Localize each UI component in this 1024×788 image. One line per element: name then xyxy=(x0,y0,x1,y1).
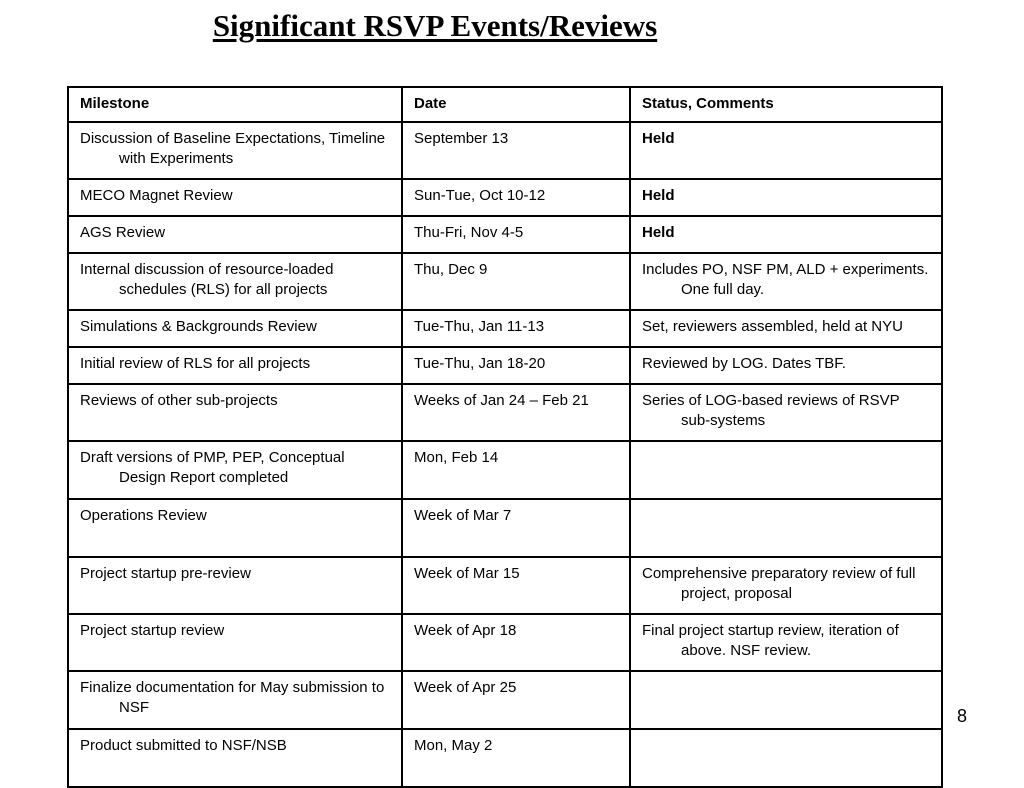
table-row xyxy=(68,557,942,614)
table-row xyxy=(68,253,942,310)
date-cell: Mon, May 2 xyxy=(402,729,630,787)
status-cell xyxy=(630,179,942,216)
date-cell: Week of Mar 15 xyxy=(402,557,630,614)
milestone-cell xyxy=(68,347,402,384)
date-cell: Weeks of Jan 24 – Feb 21 xyxy=(402,384,630,441)
milestone-text: AGS Review xyxy=(80,224,166,241)
milestone-text: Operations Review xyxy=(80,507,207,524)
status-cell xyxy=(630,499,942,557)
date-cell: Tue-Thu, Jan 11-13 xyxy=(402,310,630,347)
status-text: Final project startup review, iteration of above. NSF review. xyxy=(642,622,899,659)
milestone-cell xyxy=(68,253,402,310)
table-row xyxy=(68,499,942,557)
header-milestone: Milestone xyxy=(68,87,402,122)
milestone-cell xyxy=(68,441,402,499)
table-row xyxy=(68,729,942,787)
milestone-text: Draft versions of PMP, PEP, Conceptual Design Report completed xyxy=(80,449,345,486)
milestone-text: Discussion of Baseline Expectations, Timeline with Experiments xyxy=(80,130,386,167)
milestone-text: Finalize documentation for May submission to NSF xyxy=(80,679,385,716)
status-cell xyxy=(630,122,942,179)
status-cell xyxy=(630,614,942,671)
milestone-text: Initial review of RLS for all projects xyxy=(80,355,311,372)
status-text: Held xyxy=(642,187,675,204)
status-cell xyxy=(630,347,942,384)
status-text: Series of LOG-based reviews of RSVP sub-systems xyxy=(642,392,900,429)
page-number: 8 xyxy=(956,706,967,726)
table-row xyxy=(68,614,942,671)
table-row xyxy=(68,384,942,441)
date-cell: Mon, Feb 14 xyxy=(402,441,630,499)
table-header-row xyxy=(68,87,942,122)
milestone-cell xyxy=(68,310,402,347)
milestone-text: Simulations & Backgrounds Review xyxy=(80,318,317,335)
milestone-cell xyxy=(68,122,402,179)
milestone-text: Product submitted to NSF/NSB xyxy=(80,737,287,754)
table-row xyxy=(68,671,942,729)
table-row xyxy=(68,310,942,347)
milestone-cell xyxy=(68,499,402,557)
status-cell xyxy=(630,310,942,347)
milestone-text: Reviews of other sub-projects xyxy=(80,392,278,409)
date-cell: Sun-Tue, Oct 10-12 xyxy=(402,179,630,216)
status-text: Set, reviewers assembled, held at NYU xyxy=(642,318,903,335)
milestone-text: Project startup pre-review xyxy=(80,565,251,582)
slide-title: Significant RSVP Events/Reviews xyxy=(212,8,658,43)
header-date: Date xyxy=(402,87,630,122)
date-cell: Week of Mar 7 xyxy=(402,499,630,557)
milestone-cell xyxy=(68,384,402,441)
date-cell: Thu-Fri, Nov 4-5 xyxy=(402,216,630,253)
status-cell xyxy=(630,441,942,499)
milestone-cell xyxy=(68,729,402,787)
status-cell xyxy=(630,216,942,253)
status-cell xyxy=(630,671,942,729)
milestone-cell xyxy=(68,216,402,253)
date-cell: Thu, Dec 9 xyxy=(402,253,630,310)
table-row xyxy=(68,441,942,499)
status-cell xyxy=(630,729,942,787)
milestone-text: Project startup review xyxy=(80,622,225,639)
milestone-cell xyxy=(68,557,402,614)
date-cell: Week of Apr 25 xyxy=(402,671,630,729)
header-status: Status, Comments xyxy=(630,87,942,122)
status-text: Held xyxy=(642,130,675,147)
milestone-cell xyxy=(68,614,402,671)
table-row xyxy=(68,347,942,384)
milestone-text: MECO Magnet Review xyxy=(80,187,233,204)
milestone-table xyxy=(67,86,943,788)
table-row xyxy=(68,122,942,179)
status-cell xyxy=(630,253,942,310)
milestone-text: Internal discussion of resource-loaded schedules (RLS) for all projects xyxy=(80,261,334,298)
date-cell: September 13 xyxy=(402,122,630,179)
date-cell: Tue-Thu, Jan 18-20 xyxy=(402,347,630,384)
status-text: Comprehensive preparatory review of full project, proposal xyxy=(642,565,916,602)
table-row xyxy=(68,179,942,216)
status-text: Held xyxy=(642,224,675,241)
status-cell xyxy=(630,557,942,614)
status-text: Reviewed by LOG. Dates TBF. xyxy=(642,355,846,372)
milestone-cell xyxy=(68,671,402,729)
date-cell: Week of Apr 18 xyxy=(402,614,630,671)
milestone-cell xyxy=(68,179,402,216)
status-text: Includes PO, NSF PM, ALD + experiments. One full day. xyxy=(642,261,929,298)
status-cell xyxy=(630,384,942,441)
table-row xyxy=(68,216,942,253)
